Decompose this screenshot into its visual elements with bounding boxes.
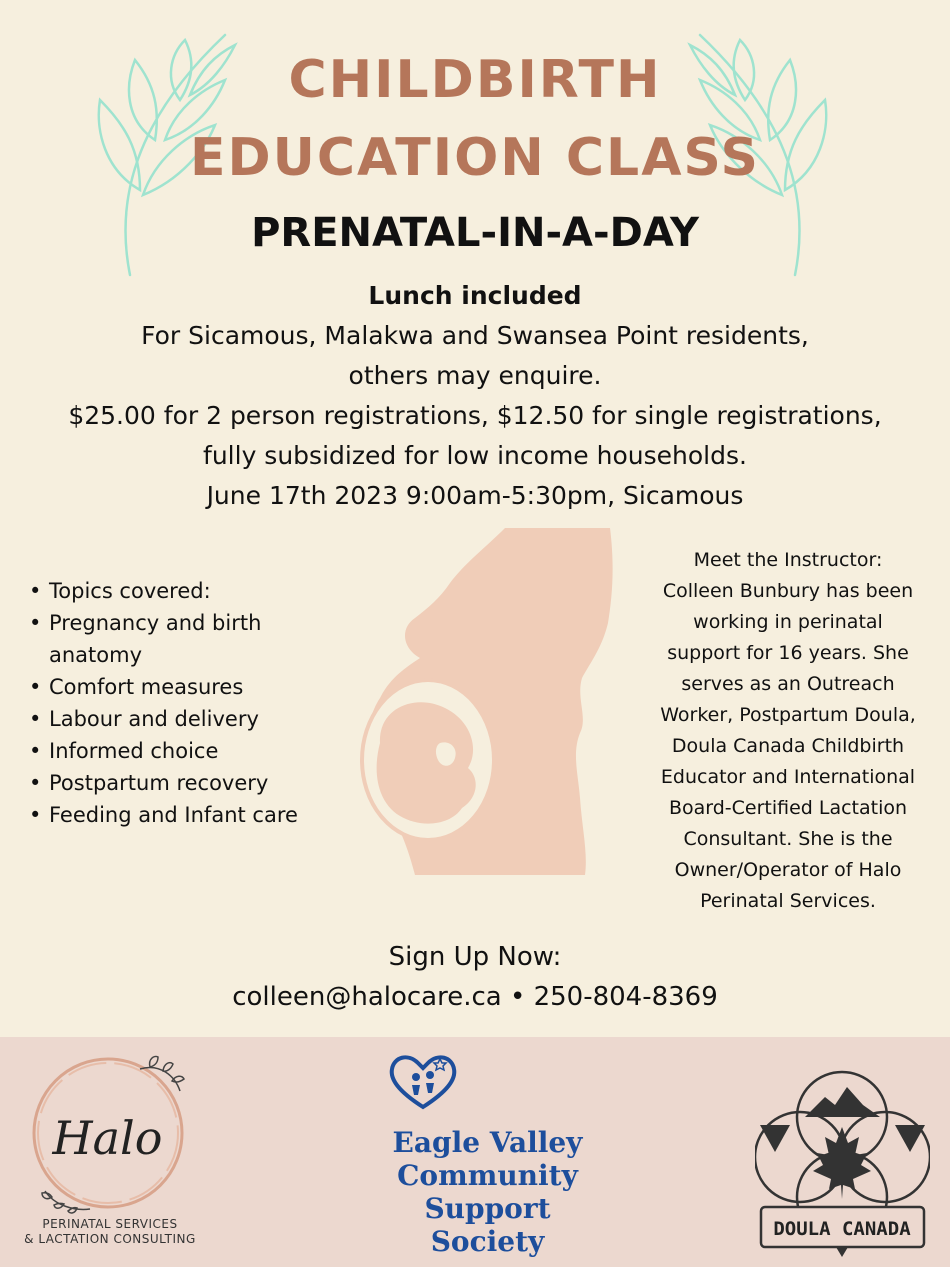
lunch-note: Lunch included (368, 281, 582, 310)
list-item: • Informed choice (25, 735, 355, 767)
pregnancy-figure-icon (340, 528, 630, 878)
signup-section (0, 937, 950, 1017)
list-item: • Pregnancy and birth anatomy (25, 607, 355, 671)
event-info (0, 276, 950, 516)
instructor-line: working in perinatal (693, 611, 883, 633)
doula-canada-logo (755, 1057, 930, 1262)
eagle-valley-logo (380, 1051, 595, 1261)
instructor-line: Consultant. She is the (683, 828, 893, 850)
doula-canada-name: DOULA CANADA (773, 1218, 911, 1240)
eagle-valley-line: Society (430, 1225, 545, 1258)
eagle-valley-name (380, 1126, 595, 1258)
heart-people-icon (388, 1051, 458, 1111)
instructor-line: Doula Canada Childbirth (671, 735, 905, 757)
list-item: • Topics covered: (25, 575, 355, 607)
date-time: June 17th 2023 9:00am-5:30pm, Sicamous (206, 481, 744, 510)
halo-caption-line-1: PERINATAL SERVICES (42, 1217, 178, 1231)
signup-heading: Sign Up Now: (388, 942, 562, 972)
list-item: • Labour and delivery (25, 703, 355, 735)
title-line-1: CHILDBIRTH (288, 50, 662, 110)
instructor-line: Educator and International (660, 766, 916, 788)
enquire-note: others may enquire. (348, 361, 602, 390)
doula-canada-emblem-icon (755, 1057, 930, 1262)
title-line-2: EDUCATION CLASS (189, 128, 761, 188)
instructor-bio (638, 545, 938, 917)
instructor-line: Owner/Operator of Halo (674, 859, 902, 881)
footer-logos (0, 1037, 950, 1267)
signup-contact[interactable]: colleen@halocare.ca • 250-804-8369 (232, 982, 718, 1012)
instructor-line: Colleen Bunbury has been (662, 580, 914, 602)
instructor-line: Meet the Instructor: (693, 549, 883, 571)
instructor-line: serves as an Outreach (681, 673, 895, 695)
list-item: • Postpartum recovery (25, 767, 355, 799)
subtitle: PRENATAL-IN-A-DAY (251, 210, 699, 256)
halo-caption-line-2: & LACTATION CONSULTING (24, 1232, 196, 1246)
instructor-line: Board-Certified Lactation (668, 797, 908, 819)
halo-caption (20, 1217, 200, 1247)
subsidy-note: fully subsidized for low income households. (203, 441, 747, 470)
eagle-valley-line: Eagle Valley (392, 1126, 583, 1159)
topics-list (25, 575, 355, 831)
halo-logo-name: Halo (52, 1111, 163, 1165)
list-item: • Feeding and Infant care (25, 799, 355, 831)
instructor-line: Perinatal Services. (700, 890, 876, 912)
instructor-line: support for 16 years. She (667, 642, 909, 664)
eagle-valley-line: Community (397, 1159, 578, 1192)
eagle-valley-line: Support (424, 1192, 551, 1225)
instructor-line: Worker, Postpartum Doula, (660, 704, 916, 726)
halo-logo (20, 1051, 200, 1261)
list-item: • Comfort measures (25, 671, 355, 703)
pricing-note: $25.00 for 2 person registrations, $12.50 for single registrations, (68, 401, 882, 430)
residents-note: For Sicamous, Malakwa and Swansea Point residents, (141, 321, 809, 350)
